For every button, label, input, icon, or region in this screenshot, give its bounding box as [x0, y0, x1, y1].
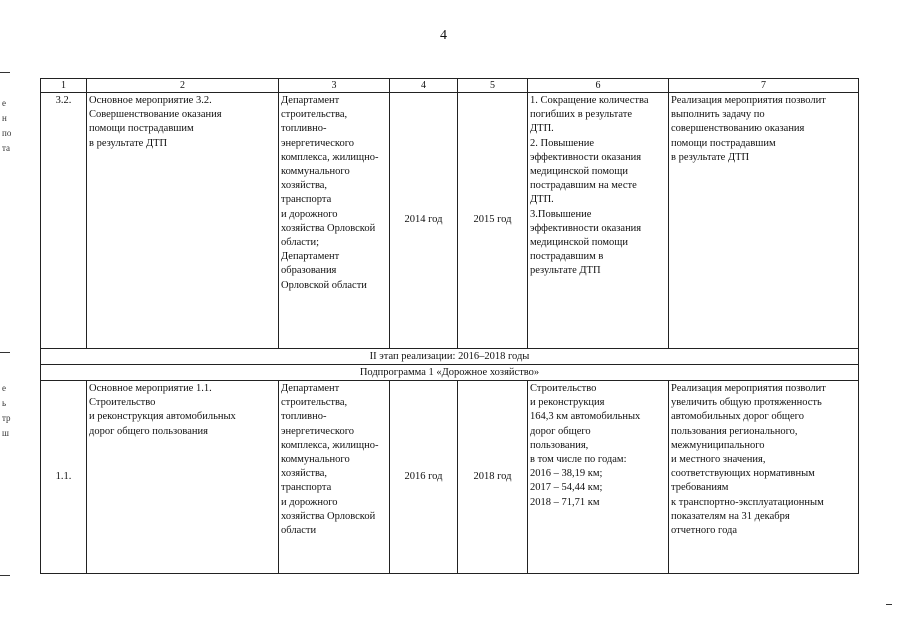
column-number-row — [41, 79, 859, 93]
cell-line: совершенствованию оказания — [671, 123, 805, 135]
end-year: 2018 год — [458, 381, 528, 574]
margin-tick — [0, 575, 10, 576]
cell-line: Орловской области — [281, 279, 367, 291]
executor — [279, 381, 390, 574]
cell-line: и местного значения, — [671, 454, 766, 466]
measure-title — [87, 93, 279, 349]
cell-line: пользования, — [530, 439, 589, 451]
cell-line: пострадавшим на месте — [530, 180, 637, 192]
cell-line: в результате ДТП — [671, 151, 750, 163]
margin-fragment: ь — [2, 398, 7, 408]
margin-fragment: ш — [2, 428, 9, 438]
cell-line: хозяйства Орловской — [281, 222, 376, 234]
cell-line: образования — [281, 265, 337, 277]
cell-line: строительства, — [281, 397, 348, 409]
cell-line: дорог общего — [530, 425, 591, 437]
margin-fragment: н — [2, 113, 7, 123]
end-year: 2015 год — [458, 93, 528, 349]
cell-line: Реализация мероприятия позволит — [671, 383, 826, 394]
cell-line: 1. Сокращение количества — [530, 95, 649, 106]
cell-line: соответствующих нормативным — [671, 468, 815, 480]
cell-line: транспорта — [281, 482, 332, 494]
stage-band-row — [41, 349, 859, 365]
cell-line: в результате ДТП — [89, 137, 168, 149]
cell-line: эффективности оказания — [530, 151, 642, 163]
effect-description — [669, 381, 859, 574]
cell-line: медицинской помощи — [530, 166, 628, 178]
cell-line: медицинской помощи — [530, 237, 628, 249]
cell-line: показателям на 31 декабря — [671, 510, 790, 522]
cell-line: Совершенствование оказания — [89, 109, 222, 121]
cell-line: 2016 – 38,19 км; — [530, 468, 603, 480]
margin-fragment: е — [2, 98, 6, 108]
cell-line: топливно- — [281, 123, 327, 135]
cell-line: 2018 – 71,71 км — [530, 496, 600, 508]
cell-line: топливно- — [281, 411, 327, 423]
subprogram-band: Подпрограмма 1 «Дорожное хозяйство» — [41, 365, 859, 381]
cell-line: Реализация мероприятия позволит — [671, 95, 826, 106]
table-row — [41, 93, 859, 349]
cell-line: Основное мероприятие 3.2. — [89, 95, 212, 106]
start-year: 2014 год — [390, 93, 458, 349]
effect-description — [669, 93, 859, 349]
row-number: 3.2. — [41, 93, 87, 349]
cell-line: области; — [281, 237, 320, 249]
cell-line: Строительство — [530, 383, 597, 394]
cell-line: 2. Повышение — [530, 137, 594, 149]
cell-line: Основное мероприятие 1.1. — [89, 383, 212, 394]
cell-line: 164,3 км автомобильных — [530, 411, 641, 423]
cell-line: дорог общего пользования — [89, 425, 208, 437]
cell-line: Строительство — [89, 397, 156, 409]
cell-line: и реконструкция автомобильных — [89, 411, 236, 423]
cell-line: требованиям — [671, 482, 729, 494]
expected-results — [528, 381, 669, 574]
cell-line: помощи пострадавшим — [671, 137, 776, 149]
cell-line: комплекса, жилищно- — [281, 439, 379, 451]
cell-line: коммунального — [281, 166, 350, 178]
cell-line: пользования регионального, — [671, 425, 798, 437]
table-row — [41, 381, 859, 574]
cell-line: Департамент — [281, 251, 340, 263]
cell-line: помощи пострадавшим — [89, 123, 194, 135]
cell-line: и дорожного — [281, 208, 338, 220]
margin-tick — [886, 604, 892, 605]
margin-tick — [0, 72, 10, 73]
cell-line: Департамент — [281, 95, 340, 106]
cell-line: результате ДТП — [530, 265, 601, 277]
column-number: 2 — [87, 79, 279, 93]
cell-line: ДТП. — [530, 194, 554, 206]
cell-line: отчетного года — [671, 525, 738, 537]
cell-line: эффективности оказания — [530, 222, 642, 234]
measure-title — [87, 381, 279, 574]
cell-line: и реконструкция — [530, 397, 605, 409]
cell-line: строительства, — [281, 109, 348, 121]
cell-line: Департамент — [281, 383, 340, 394]
cell-line: автомобильных дорог общего — [671, 411, 804, 423]
expected-results — [528, 93, 669, 349]
column-number: 6 — [528, 79, 669, 93]
stage-band: II этап реализации: 2016–2018 годы — [41, 349, 859, 365]
cell-line: области — [281, 525, 317, 537]
subprogram-band-row — [41, 365, 859, 381]
cell-line: выполнить задачу по — [671, 109, 765, 121]
cell-line: энергетического — [281, 425, 355, 437]
margin-fragment: по — [2, 128, 12, 138]
cell-line: пострадавшим в — [530, 251, 604, 263]
margin-tick — [0, 352, 10, 353]
page-number: 4 — [440, 28, 447, 43]
cell-line: в том числе по годам: — [530, 454, 627, 466]
column-number: 5 — [458, 79, 528, 93]
executor — [279, 93, 390, 349]
cell-line: межмуниципального — [671, 439, 765, 451]
column-number: 3 — [279, 79, 390, 93]
cell-line: комплекса, жилищно- — [281, 151, 379, 163]
cell-line: погибших в результате — [530, 109, 633, 121]
cell-line: коммунального — [281, 454, 350, 466]
cell-line: ДТП. — [530, 123, 554, 135]
column-number: 1 — [41, 79, 87, 93]
cell-line: 2017 – 54,44 км; — [530, 482, 603, 494]
cell-line: к транспортно-эксплуатационным — [671, 496, 824, 508]
cell-line: увеличить общую протяженность — [671, 397, 822, 409]
cell-line: 3.Повышение — [530, 208, 592, 220]
cell-line: и дорожного — [281, 496, 338, 508]
margin-fragment: тр — [2, 413, 11, 423]
column-number: 4 — [390, 79, 458, 93]
cell-line: энергетического — [281, 137, 355, 149]
margin-fragment: та — [2, 143, 11, 153]
row-number: 1.1. — [41, 381, 87, 574]
cell-line: транспорта — [281, 194, 332, 206]
cell-line: хозяйства Орловской — [281, 510, 376, 522]
column-number: 7 — [669, 79, 859, 93]
program-table — [40, 78, 859, 574]
cell-line: хозяйства, — [281, 180, 328, 192]
margin-fragment: е — [2, 383, 6, 393]
cell-line: хозяйства, — [281, 468, 328, 480]
start-year: 2016 год — [390, 381, 458, 574]
